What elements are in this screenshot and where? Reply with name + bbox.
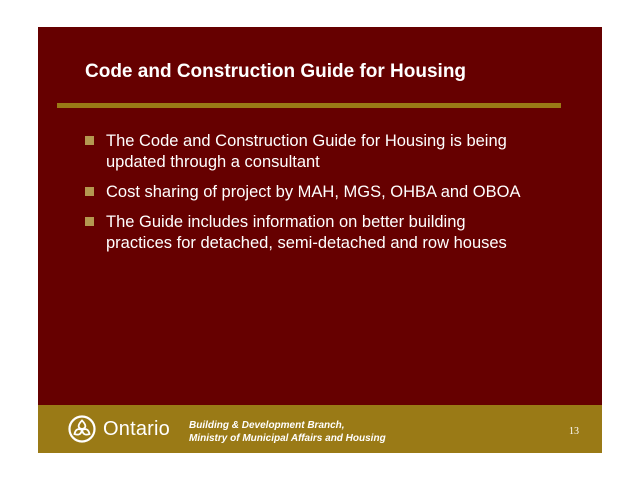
- ontario-logo: [68, 413, 170, 445]
- bullet-item: [85, 182, 525, 203]
- ontario-wordmark: Ontario: [103, 417, 170, 440]
- title-divider: [57, 103, 561, 108]
- slide: [38, 27, 602, 453]
- bullet-list: [85, 131, 525, 263]
- branch-line-1: Building & Development Branch,: [189, 420, 345, 431]
- bullet-text: Cost sharing of project by MAH, MGS, OHBA and OBOA: [106, 183, 521, 201]
- bullet-text: The Guide includes information on better building practices for detached, semi-detached and row houses: [106, 213, 507, 252]
- square-bullet-icon: [85, 187, 94, 196]
- square-bullet-icon: [85, 136, 94, 145]
- bullet-item: [85, 131, 525, 173]
- branch-line-2: Ministry of Municipal Affairs and Housing: [189, 433, 386, 444]
- page-number: 13: [569, 426, 579, 437]
- branch-name: [189, 419, 386, 445]
- trillium-icon: [68, 415, 96, 443]
- slide-title: Code and Construction Guide for Housing: [85, 61, 467, 82]
- bullet-item: [85, 212, 525, 254]
- square-bullet-icon: [85, 217, 94, 226]
- footer-bar: [38, 405, 602, 453]
- bullet-text: The Code and Construction Guide for Housing is being updated through a consultant: [106, 132, 507, 171]
